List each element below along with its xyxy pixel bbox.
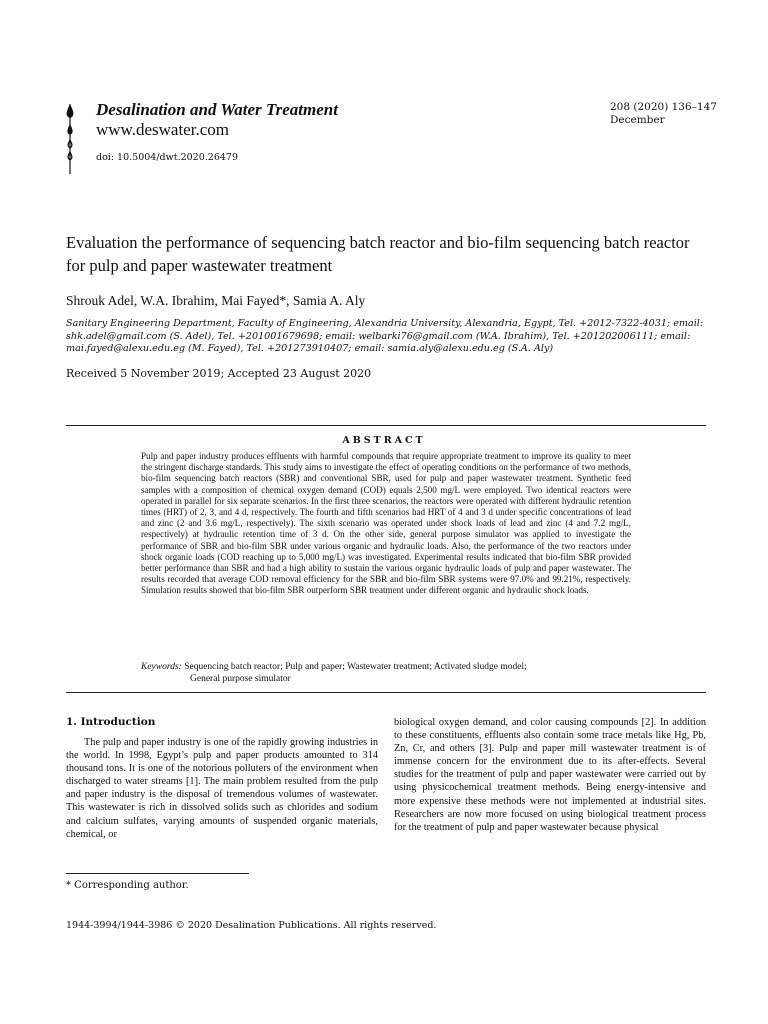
- article-title: Evaluation the performance of sequencing batch reactor and bio-film sequencing batch reactor for pulp and paper wastewater treatment: [66, 233, 690, 275]
- journal-name: Desalination and Water Treatment: [96, 100, 338, 119]
- journal-url[interactable]: www.deswater.com: [96, 120, 229, 139]
- author-list: Shrouk Adel, W.A. Ibrahim, Mai Fayed*, Samia A. Aly: [66, 293, 366, 308]
- issue-month: December: [610, 114, 665, 126]
- abstract-body: Pulp and paper industry produces effluents with harmful compounds that require appropriate treatment to improve its quality to meet the stringent discharge standards. This study aims to investigate the effect of operating conditions on the performance of two methods, bio-film sequencing batch reactors (SBR) and conventional SBR, used for pulp and paper wastewater treatment. Synthetic feed samples with a composition of chemical oxygen demand (COD) equals 2,500 mg/L were employed. Two identical reactors were operated in parallel for six separate scenarios. In the first three scenarios, the reactors were operated with different hydraulic retention times (HRT) of 2, 3, and 4 d, respectively. The fourth and fifth scenarios had HRT of 4 and 3 d under specific concentrations of lead and zinc (2 and 3.6 mg/L, respectively). The sixth scenario was operated under shock loads of lead and zinc (4 and 7.2 mg/L, respectively) at hydraulic retention time of 3 d. On the other side, general purpose simulator was applied to investigate the performance of SBR and bio-film SBR under various organic and hydraulic loads. Also, the performance of the two reactors under shock organic loads (COD reaching up to 5,000 mg/L) was investigated. Experimental results indicated that bio-film SBR provided better performance than SBR and had a high ability to sustain the various organic hydraulic loads of pulp and paper wastewater. The results recorded that average COD removal efficiency for the SBR and bio-film SBR systems were 97.0% and 99.21%, respectively. Simulation results showed that bio-film SBR outperform SBR treatment under different organic and hydraulic shock loads.: [141, 451, 631, 596]
- keywords-block: [141, 661, 641, 685]
- intro-left-column: The pulp and paper industry is one of the rapidly growing industries in the world. In 1998, Egypt’s pulp and paper products amounted to 314 thousand tons. It is one of the notorious polluters of the environment when discharged to water streams [1]. The main problem resulted from the pulp and paper industry is the disposal of tremendous volumes of wastewater. This wastewater is rich in dissolved solids such as chlorides and sodium and calcium sulfates, varying amounts of suspended organic materials, chemical, or: [66, 737, 378, 840]
- section-heading-introduction: 1. Introduction: [66, 716, 156, 728]
- keywords-line-2: General purpose simulator: [190, 674, 291, 684]
- footnote-rule: [66, 873, 249, 874]
- copyright-line: 1944-3994/1944-3986 © 2020 Desalination Publications. All rights reserved.: [66, 920, 437, 931]
- abstract-top-rule: [66, 425, 706, 426]
- volume-info: [610, 101, 717, 127]
- volume-pages: 208 (2020) 136–147: [610, 101, 717, 113]
- doi[interactable]: doi: 10.5004/dwt.2020.26479: [96, 152, 239, 163]
- keywords-label: Keywords:: [141, 662, 182, 672]
- abstract-bottom-rule: [66, 692, 706, 693]
- footnote: * Corresponding author.: [66, 880, 189, 891]
- journal-logo-icon: [60, 100, 90, 178]
- keywords-text: Sequencing batch reactor; Pulp and paper; Wastewater treatment; Activated sludge model;: [184, 662, 527, 672]
- author-affiliation: Sanitary Engineering Department, Faculty of Engineering, Alexandria University, Alexandria, Egypt, Tel. +2012-7322-4031; email: shk.adel@gmail.com (S. Adel), Tel. +201001679698; email: welbarki76@gmail.com (W.A. Ibrahim), Tel. +201202006111; email: mai.fayed@alexu.edu.eg (M. Fayed), Tel. +201273910407; email: samia.aly@alexu.edu.eg (S.A. Aly): [66, 318, 704, 354]
- abstract-heading: ABSTRACT: [342, 435, 426, 446]
- intro-right-column: biological oxygen demand, and color causing compounds [2]. In addition to these constituents, effluents also contain some trace metals like Hg, Pb, Zn, Cr, and others [3]. Pulp and paper mill wastewater treatment is of immense concern for the environment due to its after-effects. Several studies for the treatment of pulp and paper wastewater were carried out by using physicochemical treatment methods. Being energy-intensive and more expensive these methods were not implemented at industrial sites. Researchers are now more focused on using biological treatment process for the treatment of pulp and paper wastewater because physical: [394, 717, 706, 833]
- received-dates: Received 5 November 2019; Accepted 23 August 2020: [66, 367, 372, 380]
- keywords-line-1: [141, 661, 641, 673]
